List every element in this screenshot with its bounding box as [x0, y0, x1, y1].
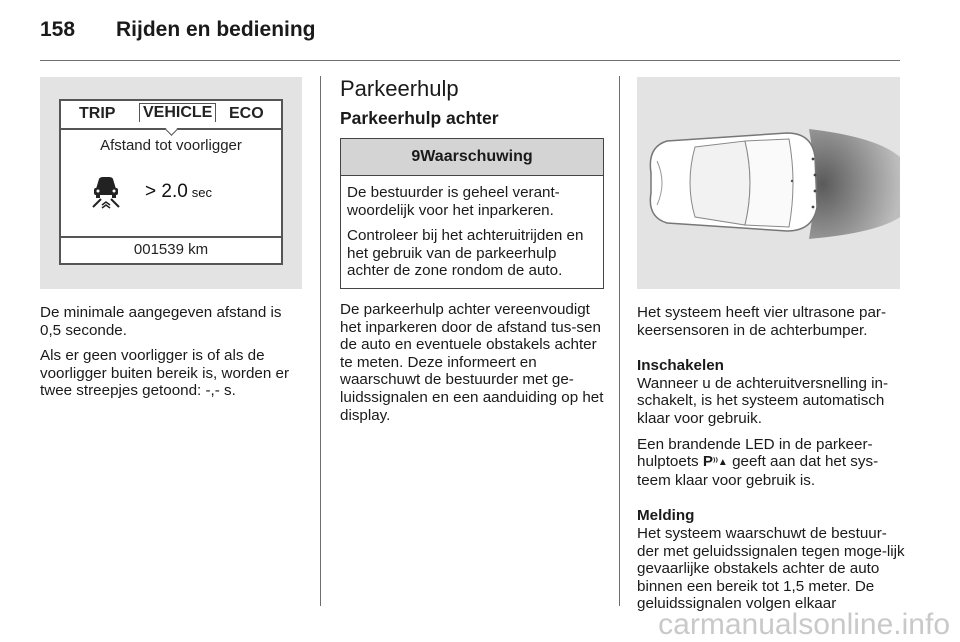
paragraph-min-distance: De minimale aangegeven afstand is 0,5 seconde.	[40, 304, 282, 339]
warning-box	[340, 138, 604, 289]
middle-column	[340, 76, 604, 432]
warning-heading: Waarschuwing	[420, 148, 533, 165]
paragraph-inschakelen-2-b: geeft aan dat het sys-teem klaar voor gebruik is.	[637, 453, 879, 489]
tab-vehicle: VEHICLE	[139, 103, 216, 122]
page-number: 158	[40, 18, 76, 41]
column-divider-left	[320, 76, 321, 606]
sensor-icon	[814, 190, 817, 193]
distance-readout	[145, 181, 212, 203]
warning-paragraph-2: Controleer bij het achteruitrijden en het gebruik van de parkeerhulp achter de zone rondom de auto.	[347, 227, 584, 280]
paragraph-no-vehicle-text: Als er geen voorligger is of als de voorligger buiten bereik is, worden er twee streepjes getoond: -,- s.	[40, 347, 290, 400]
watermark: carmanualsonline.info	[658, 608, 950, 641]
sensor-icon	[814, 174, 817, 177]
warning-paragraph-1: De bestuurder is geheel verant-woordelijk voor het inparkeren.	[347, 184, 560, 219]
parking-sensor-figure	[637, 77, 900, 289]
display-bottom-line	[61, 236, 281, 238]
distance-value: > 2.0	[145, 181, 188, 202]
left-column	[40, 304, 306, 408]
header-divider	[40, 60, 900, 61]
warning-header	[341, 139, 603, 176]
tab-eco: ECO	[229, 105, 264, 122]
paragraph-inschakelen-2	[637, 436, 905, 490]
following-distance-car-icon	[87, 175, 125, 209]
section-title: Parkeerhulp	[340, 76, 459, 101]
paragraph-no-vehicle	[40, 347, 306, 400]
subheading-melding: Melding	[637, 507, 695, 525]
tab-trip: TRIP	[79, 105, 116, 122]
warning-symbol-icon: 9	[411, 148, 421, 165]
subheading-inschakelen: Inschakelen	[637, 357, 724, 375]
paragraph-sensors: Het systeem heeft vier ultrasone par-keersensoren in de achterbumper.	[637, 304, 887, 339]
sensor-icon	[812, 206, 815, 209]
right-column	[637, 304, 905, 621]
sensor-zone	[809, 129, 900, 239]
section-subtitle: Parkeerhulp achter	[340, 108, 499, 128]
parking-assist-button-icon: P⁾⁾▲	[702, 453, 728, 471]
sensor-icon	[812, 158, 815, 161]
column-divider-right	[619, 76, 620, 606]
page-title: Rijden en bediening	[116, 18, 316, 41]
driver-info-display	[59, 99, 283, 265]
warning-body	[341, 176, 603, 280]
distance-unit: sec	[191, 185, 213, 200]
car-sensor-illustration	[637, 77, 900, 289]
paragraph-inschakelen-2-a: Een brandende LED in de parkeer-hulptoets	[637, 435, 873, 471]
paragraph-parking-assist: De parkeerhulp achter vereenvoudigt het inparkeren door de afstand tus-sen de auto en eventuele obstakels achter te meten. Deze informeert en waarschuwt de bestuurder met ge-luidssignalen en een aanduiding op het display.	[340, 300, 604, 424]
paragraph-melding: Het systeem waarschuwt de bestuur-der met geluidssignalen tegen moge-lijk gevaarlijke obstakels achter de auto binnen een bereik tot 1,5 meter. De geluidssignalen volgen elkaar	[637, 524, 905, 613]
display-subtitle: Afstand tot voorligger	[100, 137, 242, 154]
odometer-readout: 001539 km	[133, 241, 209, 258]
instrument-display-figure	[40, 77, 302, 289]
paragraph-inschakelen-1: Wanneer u de achteruitversnelling in-schakelt, is het systeem automatisch klaar voor gebruik.	[637, 374, 889, 427]
tab-pointer-icon	[165, 123, 178, 136]
parking-assist-symbol: P	[702, 453, 714, 471]
